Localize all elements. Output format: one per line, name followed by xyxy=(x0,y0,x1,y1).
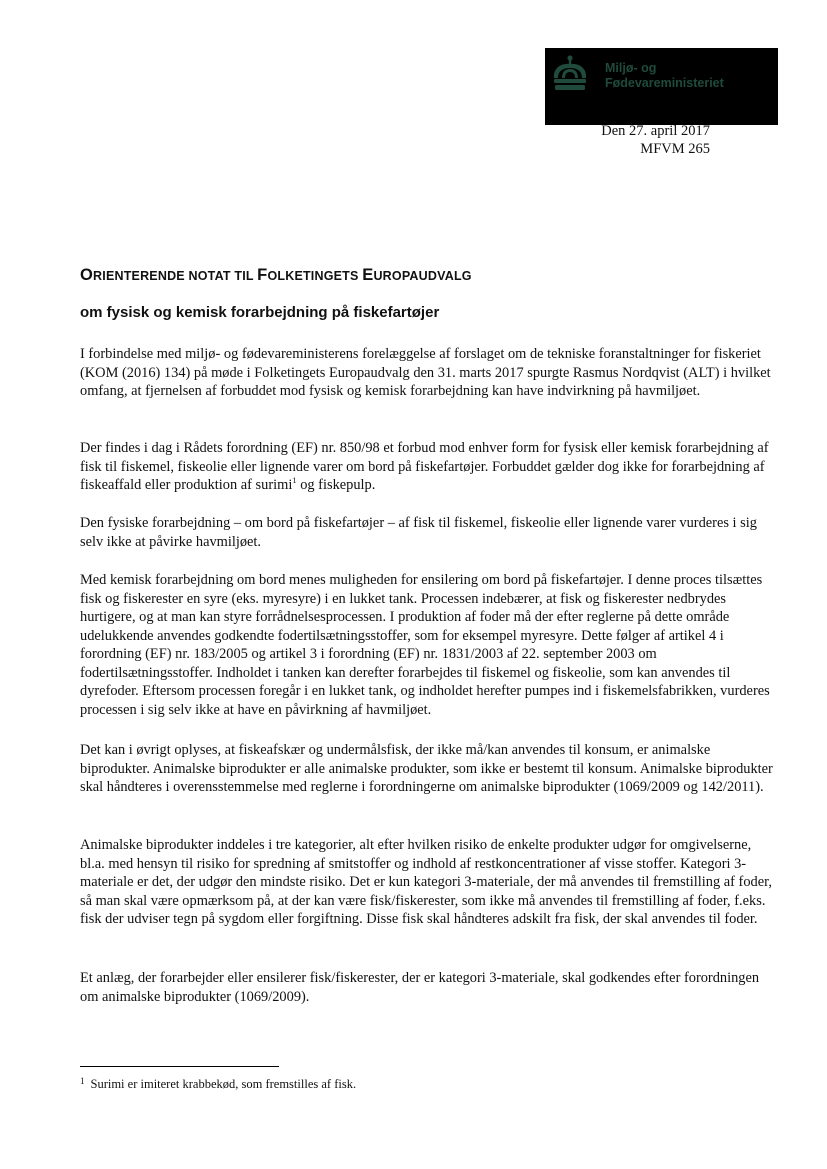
title-initial: O xyxy=(80,266,94,284)
title-text: RIENTERENDE NOTAT TIL xyxy=(93,269,258,283)
document-subtitle: om fysisk og kemisk forarbejdning på fiskefartøjer xyxy=(80,304,440,321)
body-paragraph: Den fysiske forarbejdning – om bord på fiskefartøjer – af fisk til fiskemel, fiskeolie eller lignende varer vurderes i sig selv ikke at påvirke havmiljøet. xyxy=(80,515,757,550)
title-initial: E xyxy=(362,266,374,284)
title-text: OLKETINGETS xyxy=(267,269,363,283)
logo-text xyxy=(605,61,724,91)
title-initial: F xyxy=(257,266,268,284)
title-text: UROPAUDVALG xyxy=(373,269,472,283)
body-paragraph: Et anlæg, der forarbejder eller ensilerer fisk/fiskerester, der er kategori 3-materiale, skal godkendes efter forordningen om animalske biprodukter (1069/2009). xyxy=(80,970,760,1005)
document-date: Den 27. april 2017 xyxy=(601,123,710,139)
body-paragraph: Med kemisk forarbejdning om bord menes muligheden for ensilering om bord på fiskefartøjer. I denne proces tilsættes fisk og fiskerester en syre (eks. myresyre) i en lukket tank. Processen indebærer, at fisk og fiskerester nedbrydes hurtigere, og at man kan styre forrådnelsesprocessen. I produktion af foder må der efter reglerne på dette område udelukkende anvendes godkendte fodertilsætningsstoffer, som for eksempel myresyre. Dette følger af artikel 4 i forordning (EF) nr. 183/2005 og artikel 3 i forordning (EF) nr. 1831/2003 af 22. september 2003 om fodertilsætningsstoffer. Indholdet i tanken kan derefter forarbejdes til fiskemel og fiskeolie, som kan anvendes til dyrefoder. Eftersom processen foregår i en lukket tank, og indholdet herefter pumpes ind i fiskemelsfabrikken, vurderes processen i sig selv ikke at have en påvirkning af havmiljøet. xyxy=(80,572,770,718)
body-paragraph xyxy=(80,439,777,495)
body-paragraph: Det kan i øvrigt oplyses, at fiskeafskær og undermålsfisk, der ikke må/kan anvendes til konsum, er animalske biprodukter. Animalske biprodukter er alle animalske produkter, som ikke er bestemt til konsum. Animalske biprodukter skal håndteres i overensstemmelse med reglerne i forordningerne om animalske biprodukter (1069/2009 og 142/2011). xyxy=(80,742,773,795)
footnote-text: Surimi er imiteret krabbekød, som fremstilles af fisk. xyxy=(90,1077,357,1091)
body-paragraph: I forbindelse med miljø- og fødevareministerens forelæggelse af forslaget om de tekniske foranstaltninger for fiskeriet (KOM (2016) 134) på møde i Folketingets Europaudvalg den 31. marts 2017 spurgte Rasmus Nordqvist (ALT) i hvilket omfang, at fjernelsen af forbuddet mod fysisk og kemisk forarbejdning kan have indvirkning på havmiljøet. xyxy=(80,346,771,399)
paragraph-text: og fiskepulp. xyxy=(296,477,376,493)
logo-text-line1: Miljø- og xyxy=(605,61,657,75)
footnote-reference[interactable]: 1 xyxy=(292,475,297,486)
document-reference: MFVM 265 xyxy=(640,141,710,157)
ministry-logo xyxy=(545,48,778,125)
paragraph-text: Der findes i dag i Rådets forordning (EF) nr. 850/98 et forbud mod enhver form for fysisk eller kemisk forarbejdning af fisk til fiskemel, fiskeolie eller lignende varer om bord på fiskefartøjer. Forbuddet gælder dog ikke for forarbejdning af fiskeaffald eller produktion af surimi xyxy=(80,440,769,493)
document-title xyxy=(80,266,472,285)
footnote xyxy=(80,1073,356,1092)
logo-text-line2: Fødevareministeriet xyxy=(605,76,724,90)
document-meta xyxy=(540,122,710,158)
footnote-number: 1 xyxy=(80,1076,85,1086)
body-paragraph: Animalske biprodukter inddeles i tre kategorier, alt efter hvilken risiko de enkelte produkter udgør for omgivelserne, bl.a. med hensyn til risiko for spredning af smitstoffer og indhold af restkoncentrationer af visse stoffer. Kategori 3-materiale er det, der udgør den mindste risiko. Det er kun kategori 3-materiale, der må anvendes til fremstilling af foder, så man skal være opmærksom på, at der kan være fisk/fiskerester, som ikke må anvendes til fremstilling af foder, f.eks. fisk der udviser tegn på sygdom eller forgiftning. Disse fisk skal håndteres adskilt fra fisk, der skal anvendes til foder. xyxy=(80,837,772,927)
crown-icon xyxy=(549,54,591,94)
footnote-divider xyxy=(80,1066,279,1067)
